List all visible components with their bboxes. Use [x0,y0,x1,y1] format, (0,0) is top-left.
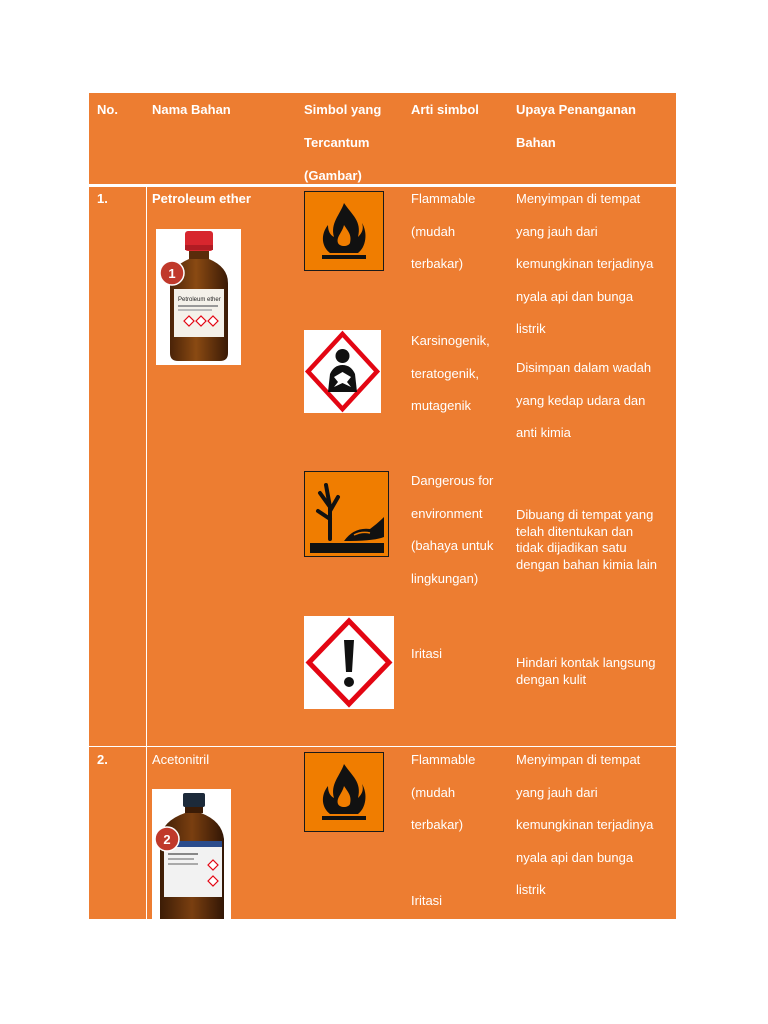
hazard-table [89,93,676,919]
header-nama-bahan: Nama Bahan [152,102,231,117]
header-upaya: Upaya Penanganan Bahan [516,102,636,150]
row1-hazard3-arti: Dangerous for environment (bahaya untuk lingkungan) [411,473,494,586]
row2-hazard1-arti: Flammable (mudah terbakar) [411,752,476,832]
bottle-label-text: Petroleum ether [178,297,221,303]
row1-nama-bahan: Petroleum ether [152,191,251,206]
row1-hazard2-arti: Karsinogenik, teratogenik, mutagenik [411,333,490,413]
row2-number: 2. [97,752,108,767]
row1-number: 1. [97,191,108,206]
row1-hazard1-arti: Flammable (mudah terbakar) [411,191,476,271]
environment-hazard-icon [304,471,389,562]
row2-hazard2-arti: Iritasi [411,893,443,908]
row1-hazard1-upaya: Menyimpan di tempat yang jauh dari kemungkinan terjadinya nyala api dan bunga listrik [516,191,654,336]
row2-nama-bahan: Acetonitril [152,752,210,767]
bottle-badge: 1 [168,266,176,281]
health-hazard-icon [304,330,381,418]
petroleum-ether-bottle-image [156,229,241,365]
row1-hazard2-upaya: Disimpan dalam wadah yang kedap udara dan anti kimia [516,360,652,440]
header-no: No. [97,102,118,117]
column-divider [146,187,147,919]
row1-hazard4-arti: Iritasi [411,646,443,661]
exclamation-irritant-icon [304,616,394,714]
row2-hazard1-upaya: Menyimpan di tempat yang jauh dari kemungkinan terjadinya nyala api dan bunga listrik [516,752,654,897]
acetonitril-bottle-image [152,789,231,919]
row1-hazard4-upaya: Hindari kontak langsung dengan kulit [516,655,656,687]
row1-hazard3-upaya: Dibuang di tempat yang telah ditentukan dan tidak dijadikan satu dengan bahan kimia lain [516,507,657,572]
header-arti-simbol: Arti simbol [411,102,479,117]
header-simbol: Simbol yang Tercantum (Gambar) [304,102,382,183]
flammable-icon [304,191,384,276]
bottle-badge: 2 [163,832,171,847]
flammable-icon [304,752,384,837]
